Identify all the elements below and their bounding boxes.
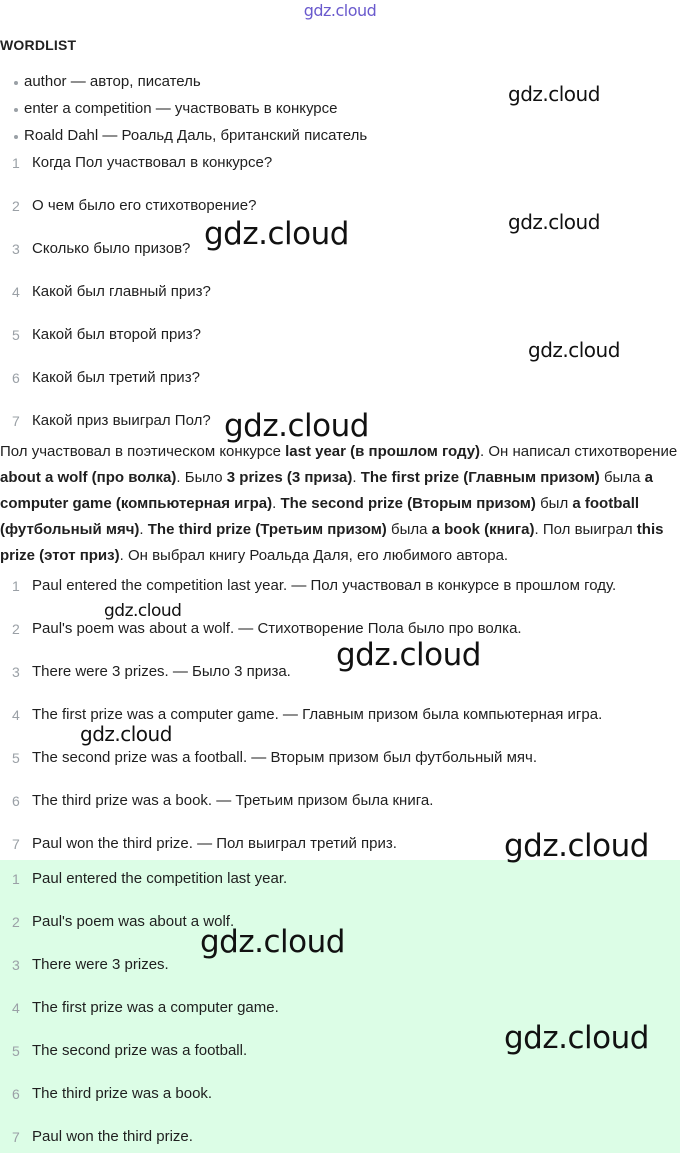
watermark: gdz.cloud: [224, 408, 369, 444]
question-number: 7: [12, 413, 20, 429]
answer-text: Paul's poem was about a wolf.: [32, 913, 235, 930]
para-bold: a computer game (компьютерная игра): [0, 469, 653, 512]
question-text: О чем было его стихотворение?: [32, 197, 257, 214]
para-text: была: [386, 521, 432, 538]
watermark: gdz.cloud: [508, 82, 600, 106]
bullet-icon: [14, 135, 18, 139]
para-text: был: [535, 495, 573, 512]
answer-text: The third prize was a book.: [32, 1085, 213, 1102]
question-text: Какой был главный приз?: [32, 283, 211, 300]
para-bold: this prize (этот приз): [0, 521, 664, 564]
watermark: gdz.cloud: [336, 637, 481, 673]
answer-number: 6: [12, 1086, 20, 1102]
question-number: 5: [12, 327, 20, 343]
translation-text: The third prize was a book. — Третьим призом была книга.: [32, 792, 434, 809]
para-bold: a football (футбольный мяч): [0, 495, 640, 538]
para-text: Пол участвовал в поэтическом конкурсе: [0, 443, 286, 460]
question-number: 6: [12, 370, 20, 386]
answer-text: Paul entered the competition last year.: [32, 870, 288, 887]
para-bold: The second prize (Вторым призом): [280, 495, 536, 512]
question-text: Какой приз выиграл Пол?: [32, 412, 211, 429]
para-text: .: [139, 521, 148, 538]
para-text: . Пол выиграл: [534, 521, 637, 538]
para-bold: 3 prizes (3 приза): [226, 469, 353, 486]
answer-number: 7: [12, 1129, 20, 1145]
para-text: была: [599, 469, 645, 486]
answer-number: 1: [12, 871, 20, 887]
translation-number: 6: [12, 793, 20, 809]
para-bold: about a wolf (про волка): [0, 469, 177, 486]
translation-text: The second prize was a football. — Вторым призом был футбольный мяч.: [32, 749, 538, 766]
para-bold: The third prize (Третьим призом): [147, 521, 387, 538]
answer-paragraph: [0, 439, 680, 569]
translation-number: 2: [12, 621, 20, 637]
answer-number: 5: [12, 1043, 20, 1059]
question-number: 4: [12, 284, 20, 300]
watermark: gdz.cloud: [508, 210, 600, 234]
answer-number: 4: [12, 1000, 20, 1016]
site-logo[interactable]: gdz.cloud: [303, 1, 377, 20]
translation-text: Paul won the third prize. — Пол выиграл третий приз.: [32, 835, 397, 852]
watermark: gdz.cloud: [200, 924, 345, 960]
para-bold: a book (книга): [431, 521, 535, 538]
question-text: Когда Пол участвовал в конкурсе?: [32, 154, 273, 171]
para-bold: The first prize (Главным призом): [360, 469, 600, 486]
answer-text: The second prize was a football.: [32, 1042, 248, 1059]
wordlist-heading: WORDLIST: [0, 37, 77, 53]
para-text: . Было: [176, 469, 227, 486]
watermark: gdz.cloud: [104, 601, 182, 621]
translation-text: Paul entered the competition last year. — Пол участвовал в конкурсе в прошлом году.: [32, 577, 617, 594]
watermark: gdz.cloud: [204, 216, 349, 252]
translation-text: There were 3 prizes. — Было 3 приза.: [32, 663, 291, 680]
para-text: .: [272, 495, 281, 512]
para-text: . Он выбрал книгу Роальда Даля, его любимого автора.: [119, 547, 509, 564]
watermark: gdz.cloud: [80, 722, 172, 746]
translation-number: 3: [12, 664, 20, 680]
question-text: Сколько было призов?: [32, 240, 191, 257]
bullet-icon: [14, 81, 18, 85]
translation-number: 5: [12, 750, 20, 766]
watermark: gdz.cloud: [504, 828, 649, 864]
translation-number: 4: [12, 707, 20, 723]
translation-text: The first prize was a computer game. — Главным призом была компьютерная игра.: [32, 706, 603, 723]
translation-number: 7: [12, 836, 20, 852]
question-text: Какой был второй приз?: [32, 326, 201, 343]
answer-number: 2: [12, 914, 20, 930]
watermark: gdz.cloud: [504, 1020, 649, 1056]
watermark: gdz.cloud: [528, 338, 620, 362]
answer-text: Paul won the third prize.: [32, 1128, 193, 1145]
wordlist-item-text: enter a competition — участвовать в конкурсе: [24, 100, 338, 117]
question-number: 3: [12, 241, 20, 257]
answer-number: 3: [12, 957, 20, 973]
answer-text: The first prize was a computer game.: [32, 999, 279, 1016]
bullet-icon: [14, 108, 18, 112]
question-number: 2: [12, 198, 20, 214]
question-number: 1: [12, 155, 20, 171]
wordlist-item-text: author — автор, писатель: [24, 73, 201, 90]
wordlist-item-text: Roald Dahl — Роальд Даль, британский писатель: [24, 127, 368, 144]
question-text: Какой был третий приз?: [32, 369, 200, 386]
translation-text: Paul's poem was about a wolf. — Стихотворение Пола было про волка.: [32, 620, 522, 637]
para-text: .: [352, 469, 361, 486]
translation-number: 1: [12, 578, 20, 594]
para-text: . Он написал стихотворение: [480, 443, 678, 460]
para-bold: last year (в прошлом году): [285, 443, 481, 460]
answer-text: There were 3 prizes.: [32, 956, 169, 973]
